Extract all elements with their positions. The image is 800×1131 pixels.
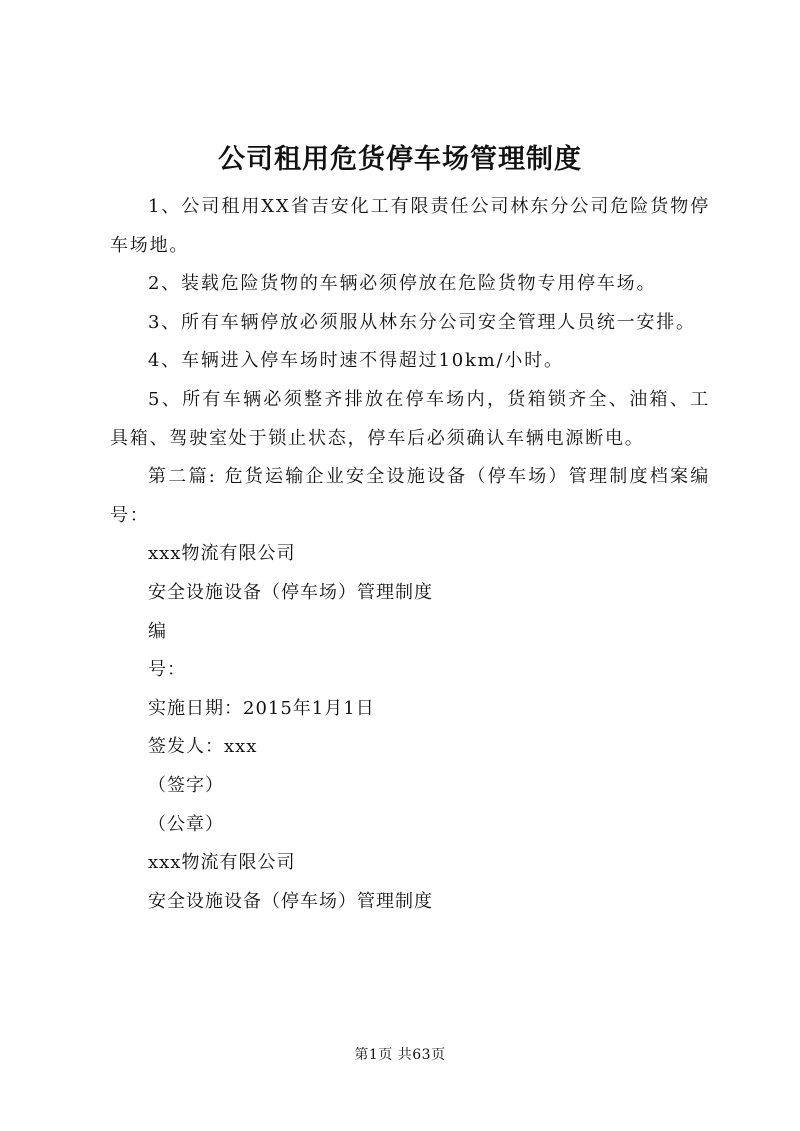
paragraph-rule-2: 2、装载危险货物的车辆必须停放在危险货物专用停车场。 bbox=[148, 273, 657, 295]
document-body bbox=[110, 188, 710, 921]
code-label-line-2: 号： bbox=[148, 659, 186, 681]
paragraph-rule-5: 5、所有车辆必须整齐排放在停车场内，货箱锁齐全、油箱、工具箱、驾驶室处于锁止状态，停车后必须确认车辆电源断电。 bbox=[110, 388, 710, 449]
effective-date-line: 实施日期：2015年1月1日 bbox=[148, 697, 375, 719]
paragraph-rule-3: 3、所有车辆停放必须服从林东分公司安全管理人员统一安排。 bbox=[148, 311, 696, 333]
signature-line: （签字） bbox=[148, 774, 224, 796]
company-name-line-2: xxx物流有限公司 bbox=[148, 852, 296, 874]
regulation-name-line-2: 安全设施设备（停车场）管理制度 bbox=[148, 890, 433, 912]
issuer-line: 签发人：xxx bbox=[148, 736, 258, 758]
company-name-line: xxx物流有限公司 bbox=[148, 543, 296, 565]
paragraph-rule-4: 4、车辆进入停车场时速不得超过10km/小时。 bbox=[148, 350, 564, 372]
seal-line: （公章） bbox=[148, 813, 224, 835]
paragraph-rule-1: 1、公司租用XX省吉安化工有限责任公司林东分公司危险货物停车场地。 bbox=[110, 196, 710, 256]
regulation-name-line: 安全设施设备（停车场）管理制度 bbox=[148, 581, 433, 603]
paragraph-second-part: 第二篇: 危货运输企业安全设施设备（停车场）管理制度档案编号： bbox=[110, 466, 710, 526]
page-footer: 第1页 共63页 bbox=[354, 1047, 446, 1063]
document-title: 公司租用危货停车场管理制度 bbox=[218, 144, 582, 175]
code-label-line-1: 编 bbox=[148, 620, 167, 642]
